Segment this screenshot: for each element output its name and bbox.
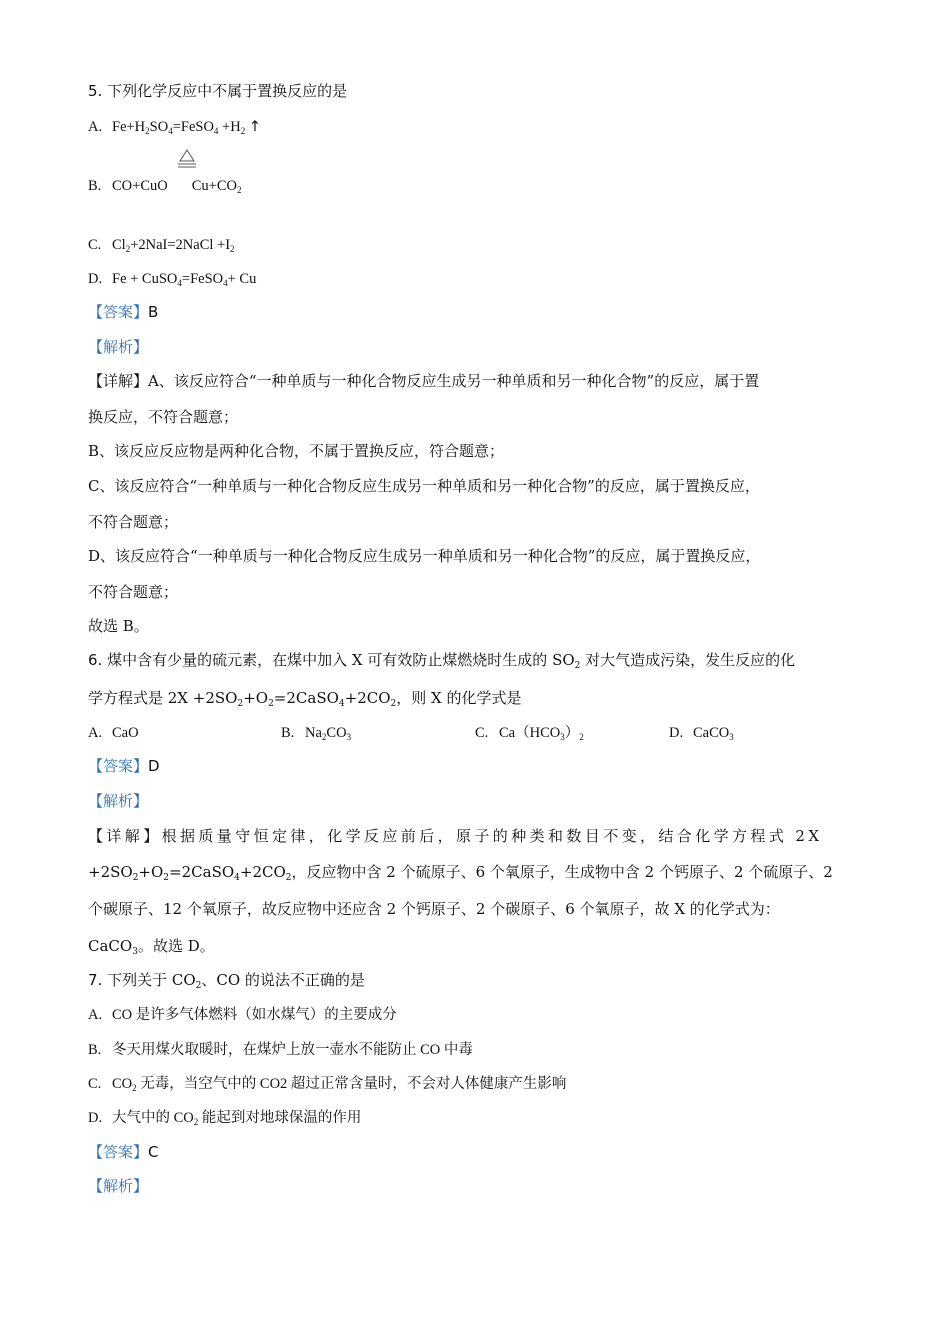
gas-up-arrow-icon: ↑ [248,119,261,135]
option-letter: A. [88,725,103,741]
option-letter: D. [669,725,684,741]
option-letter: D. [88,1110,103,1126]
option-letter: C. [88,1076,102,1092]
detail-tag: 【详解】 [88,372,149,390]
q6-analysis-tag [88,791,148,811]
answer-tag: 【答案】 [88,1143,149,1161]
q5-stem-text: 下列化学反应中不属于置换反应的是 [107,82,348,100]
answer-tag: 【答案】 [88,303,149,321]
analysis-tag: 【解析】 [88,1177,149,1195]
option-text: CO 是许多气体燃料（如水煤气）的主要成分 [112,1007,397,1023]
answer-value: D [148,757,160,775]
option-letter: C. [88,237,102,253]
q6-option-d: D. CaCO$_3$ [669,725,734,742]
q5-detail-line-2: 换反应，不符合题意； [88,408,239,426]
q5-analysis-tag [88,337,148,357]
q7-option-b [88,1040,473,1060]
answer-tag: 【答案】 [88,757,149,775]
q5-stem [88,81,347,101]
option-letter: B. [88,1042,102,1058]
q7-analysis-tag [88,1176,148,1196]
q5-detail-line-8: 故选 B。 [88,617,149,635]
analysis-tag: 【解析】 [88,338,149,356]
q5-option-b: B. CO+CuO $Cu+CO_2$ [88,178,242,195]
detail-text: A、该反应符合“一种单质与一种化合物反应生成另一种单质和另一种化合物”的反应，属于置 [148,372,760,390]
q7-stem: 7. 下列关于 $CO_2$、CO 的说法不正确的是 [88,971,365,991]
q5-option-c: C. $Cl_2+2NaI=2NaCl +I_2$ [88,237,235,254]
detail-tag: 【详解】 [88,827,162,845]
q6-detail-line-4: CaCO$_3$。故选 D。 [88,937,215,957]
q5-detail-line-6: D、该反应符合“一种单质与一种化合物反应生成另一种单质和另一种化合物”的反应，属于置换反应， [88,547,761,565]
q6-option-c: C. $Ca(HCO_3)_2$ [475,725,584,742]
q5-detail-line-7: 不符合题意； [88,583,179,601]
q7-number: 7. [88,971,103,989]
q5-option-d: D. Fe + CuSO$_4$=FeSO$_4$+ Cu [88,271,257,288]
q6-stem-line-1: 6. 煤中含有少量的硫元素，在煤中加入 X 可有效防止煤燃烧时生成的 $SO_2$ 对大气造成污染，发生反应的化 [88,651,796,671]
option-letter: B. [281,725,295,741]
q5-detail-line-1 [88,371,759,391]
q7-answer [88,1142,159,1162]
option-letter: B. [88,178,102,194]
q6-detail-line-1: 【详解】根据质量守恒定律，化学反应前后，原子的种类和数目不变，结合化学方程式 2X [88,827,823,845]
q6-detail-line-3: 个碳原子、12 个氧原子，故反应物中还应含 2 个钙原子、2 个碳原子、6 个氧原子，故 X 的化学式为： [88,900,780,918]
option-letter: A. [88,1007,103,1023]
option-letter: C. [475,725,489,741]
q7-option-c: C. $CO_2$ 无毒，当空气中的 CO2 超过正常含量时，不会对人体健康产生影响 [88,1076,567,1093]
analysis-tag: 【解析】 [88,792,149,810]
q6-detail-line-2: $+2SO_2+O_2=2CaSO_4+2CO_2$，反应物中含 2 个硫原子、6 个氧原子，生成物中含 2 个钙原子、2 个硫原子、2 [88,863,833,883]
q5-detail-line-4: C、该反应符合“一种单质与一种化合物反应生成另一种单质和另一种化合物”的反应，属于置换反应， [88,477,760,495]
q5-detail-line-3: B、该反应反应物是两种化合物，不属于置换反应，符合题意； [88,442,505,460]
q5-detail-line-5: 不符合题意； [88,513,179,531]
q5-option-a: A. $Fe+H_2SO_4=FeSO_4 +H_2$ ↑ [88,119,261,136]
q6-answer [88,756,160,776]
q6-number: 6. [88,651,103,669]
option-letter: A. [88,119,103,135]
option-letter: D. [88,271,103,287]
answer-value: B [148,303,159,321]
q7-option-d: D. 大气中的 $CO_2$ 能起到对地球保温的作用 [88,1110,362,1127]
answer-value: C [148,1143,159,1161]
heating-triangle-icon [178,148,196,172]
q5-answer [88,302,158,322]
q6-stem-line-2: 学方程式是 $2X +2SO_2+O_2=2CaSO_4+2CO_2$，则 X 的化学式是 [88,689,522,709]
q7-option-a [88,1005,397,1025]
q5-number: 5. [88,82,103,100]
q6-option-a: A. CaO [88,725,139,741]
q6-option-b: B. $Na_2CO_3$ [281,725,352,742]
option-text: 冬天用煤火取暖时，在煤炉上放一壶水不能防止 CO 中毒 [112,1042,473,1058]
